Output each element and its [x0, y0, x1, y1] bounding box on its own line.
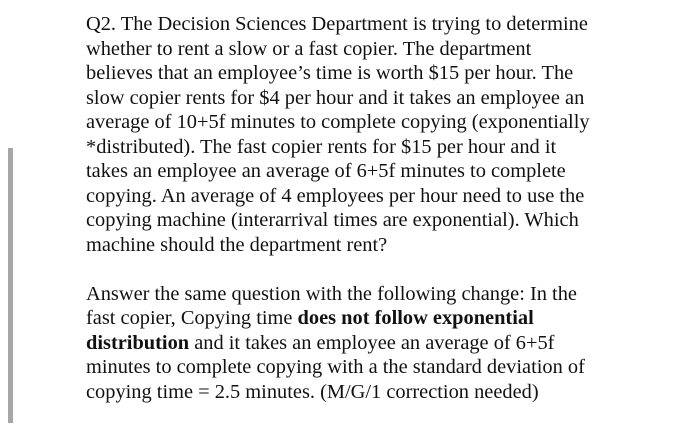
- question-line: Q2. The Decision Sciences Department is trying to determine: [86, 13, 588, 35]
- question-line: believes that an employee’s time is worth $15 per hour. The: [86, 62, 574, 84]
- followup-paragraph: [86, 282, 646, 405]
- followup-text: fast copier, Copying time: [86, 307, 298, 329]
- emphasis-text: distribution: [86, 331, 190, 354]
- question-line: copying machine (interarrival times are exponential). Which: [86, 209, 579, 231]
- followup-line: Answer the same question with the following change: In the: [86, 282, 577, 305]
- question-line: whether to rent a slow or a fast copier. The department: [86, 37, 532, 60]
- followup-text: and it takes an employee an average of 6+5f: [189, 331, 555, 354]
- followup-line: minutes to complete copying with a the standard deviation of: [86, 356, 585, 378]
- question-line: takes an employee an average of 6+5f minutes to complete: [86, 160, 566, 182]
- followup-line: [86, 306, 646, 331]
- question-paragraph: [86, 12, 646, 257]
- left-scroll-indicator: [8, 148, 13, 423]
- document-body: [86, 12, 646, 404]
- question-line: machine should the department rent?: [86, 233, 388, 256]
- emphasis-text: does not follow exponential: [297, 307, 534, 329]
- question-line: slow copier rents for $4 per hour and it takes an employee an: [86, 86, 585, 109]
- question-line: average of 10+5f minutes to complete copying (exponentially: [86, 111, 590, 133]
- followup-line: [86, 331, 646, 356]
- question-line: *distributed). The fast copier rents for $15 per hour and it: [86, 135, 557, 158]
- followup-line: copying time = 2.5 minutes. (M/G/1 correction needed): [86, 380, 539, 403]
- question-line: copying. An average of 4 employees per hour need to use the: [86, 184, 585, 207]
